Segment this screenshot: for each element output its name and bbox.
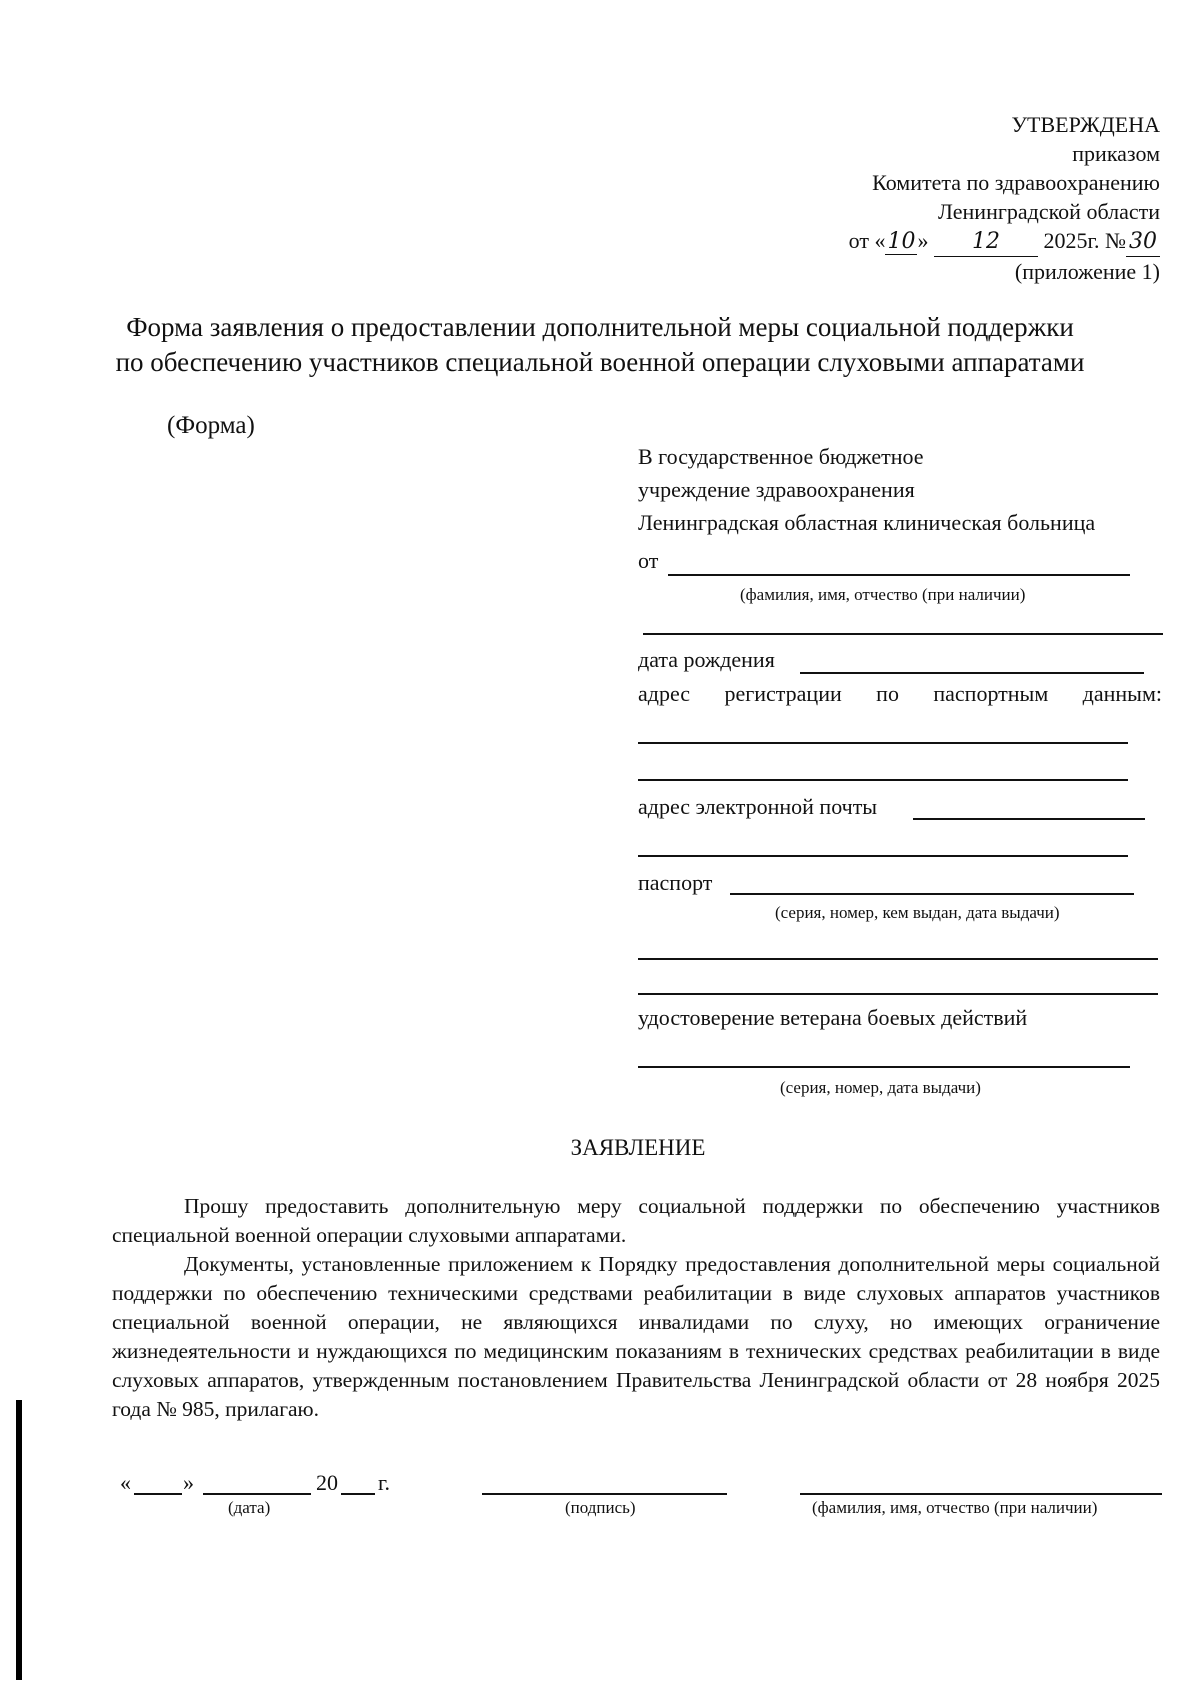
fio-field[interactable] [668, 574, 1130, 576]
title-line-2: по обеспечению участников специальной военной операции слуховыми аппаратами [115, 347, 1085, 377]
date-mid: » [917, 228, 929, 253]
recipient-line-3: Ленинградская областная клиническая больница [638, 510, 1096, 535]
approval-region: Ленинградской области [938, 199, 1160, 224]
recipient-line-1: В государственное бюджетное [638, 444, 924, 469]
address-label: адрес регистрации по паспортным данным: [638, 681, 1162, 706]
approval-heading: УТВЕРЖДЕНА [1011, 112, 1160, 137]
approval-month: 12 [934, 227, 1038, 257]
veteran-field[interactable] [638, 1066, 1130, 1068]
approval-year: 2025г. № [1043, 228, 1126, 253]
signature-date-caption: (дата) [228, 1498, 271, 1517]
recipient-line-2: учреждение здравоохранения [638, 477, 915, 502]
passport-caption: (серия, номер, кем выдан, дата выдачи) [775, 903, 1060, 922]
address-field-line-2[interactable] [638, 779, 1128, 781]
birth-label: дата рождения [638, 647, 775, 672]
signature-day-field[interactable] [134, 1493, 182, 1495]
veteran-caption: (серия, номер, дата выдачи) [780, 1078, 981, 1097]
email-label: адрес электронной почты [638, 794, 878, 819]
passport-label: паспорт [638, 870, 713, 895]
fio-field-line-2[interactable] [643, 633, 1163, 635]
signature-fio-caption: (фамилия, имя, отчество (при наличии) [812, 1498, 1098, 1517]
statement-heading: ЗАЯВЛЕНИЕ [570, 1135, 706, 1160]
form-label: (Форма) [167, 412, 255, 439]
signature-year-prefix: 20 [316, 1470, 338, 1495]
veteran-label: удостоверение ветерана боевых действий [638, 1005, 1028, 1030]
email-field[interactable] [913, 818, 1145, 820]
approval-number: 30 [1126, 227, 1160, 257]
signature-fio-field[interactable] [800, 1493, 1162, 1495]
statement-paragraph-2: Документы, установленные приложением к Порядку предоставления дополнительной меры социальной поддержки по обеспечению техническими средствами реабилитации в виде слуховых аппаратов участников специальной военной операции, не являющихся инвалидами по слуху, но имеющих ограничение жизнедеятельности и нуждающихся по медицинским показаниям в технических средствах реабилитации в виде слуховых аппаратов, утвержденным постановлением Правительства Ленинградской области от 28 ноября 2025 года № 985, прилагаю. [112, 1252, 1160, 1421]
signature-year-field[interactable] [341, 1493, 375, 1495]
signature-month-field[interactable] [203, 1493, 311, 1495]
approval-date-line [849, 226, 1160, 257]
signature-year-suffix: г. [378, 1470, 391, 1495]
approval-order: приказом [1072, 141, 1160, 166]
approval-block [849, 110, 1160, 286]
approval-day: 10 [887, 229, 916, 254]
document-title [40, 310, 1160, 380]
scan-edge-bar [16, 1400, 22, 1680]
signature-date-open-quote: « [120, 1470, 131, 1495]
signature-sign-field[interactable] [482, 1493, 727, 1495]
statement-paragraph-1: Прошу предоставить дополнительную меру социальной поддержки по обеспечению участников специальной военной операции слуховыми аппаратами. [112, 1194, 1160, 1247]
fio-caption: (фамилия, имя, отчество (при наличии) [740, 585, 1026, 604]
passport-field[interactable] [730, 893, 1134, 895]
approval-committee: Комитета по здравоохранению [872, 170, 1160, 195]
email-field-line-2[interactable] [638, 855, 1128, 857]
from-label: от [638, 548, 659, 573]
passport-field-line-3[interactable] [638, 993, 1158, 995]
signature-sign-caption: (подпись) [565, 1498, 636, 1517]
address-field-line-1[interactable] [638, 742, 1128, 744]
date-prefix: от « [848, 228, 886, 253]
birth-date-field[interactable] [800, 672, 1144, 674]
title-line-1: Форма заявления о предоставлении дополнительной меры социальной поддержки [126, 312, 1074, 342]
passport-field-line-2[interactable] [638, 958, 1158, 960]
approval-appendix: (приложение 1) [1014, 259, 1160, 284]
signature-date-close-quote: » [183, 1470, 194, 1495]
